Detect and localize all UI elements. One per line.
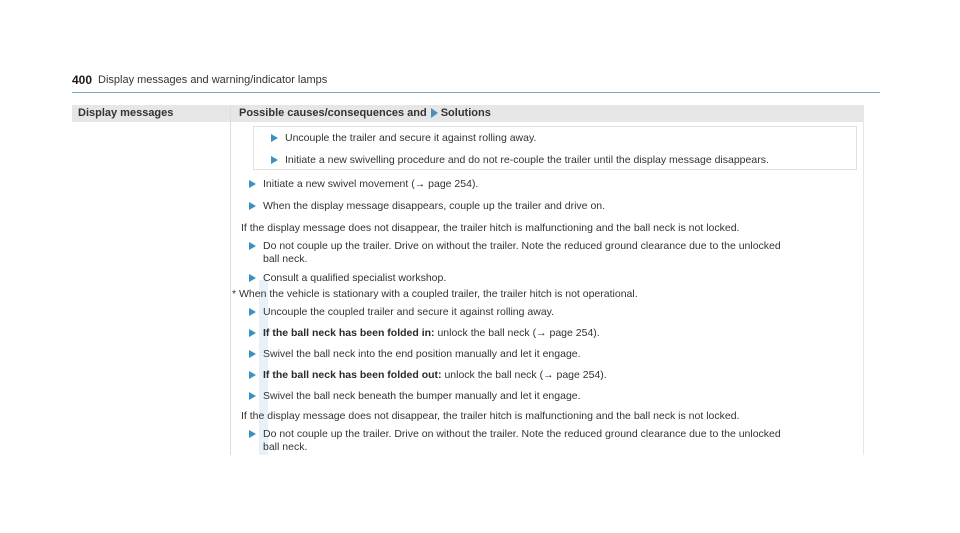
bullet-arrow-icon <box>271 156 278 164</box>
step-text: unlock the ball neck (→ page 254). <box>434 327 600 339</box>
bullet-arrow-icon <box>249 274 256 282</box>
note-malfunction-2: If the display message does not disappear, the trailer hitch is malfunctioning and the ball neck is not locked. <box>241 410 740 422</box>
step-text: Uncouple the coupled trailer and secure it against rolling away. <box>263 306 555 318</box>
bullet-arrow-icon <box>249 430 256 438</box>
note-malfunction-1: If the display message does not disappear, the trailer hitch is malfunctioning and the ball neck is not locked. <box>241 222 740 234</box>
step-folded-in <box>263 327 600 339</box>
col-header-causes-label: Possible causes/consequences and <box>239 107 427 119</box>
step-uncouple-coupled-trailer <box>263 306 554 318</box>
page-header <box>72 73 880 93</box>
sub-step-2: Initiate a new swivelling procedure and do not re-couple the trailer until the display message disappears. <box>285 154 769 166</box>
bullet-arrow-icon <box>249 392 256 400</box>
step-do-not-couple-line2: ball neck. <box>263 253 308 265</box>
display-messages-table <box>72 105 864 455</box>
col-header-solutions-label: Solutions <box>440 107 491 119</box>
bullet-arrow-icon <box>249 242 256 250</box>
step-text: Swivel the ball neck beneath the bumper manually and let it engage. <box>263 390 581 402</box>
step-swivel-to-end <box>263 348 581 360</box>
bullet-arrow-icon <box>249 202 256 210</box>
step-text: Swivel the ball neck into the end position manually and let it engage. <box>263 348 581 360</box>
bullet-arrow-icon <box>271 134 278 142</box>
step-folded-out <box>263 369 607 381</box>
right-border <box>863 122 864 455</box>
sub-step-1: Uncouple the trailer and secure it against rolling away. <box>285 132 537 144</box>
step-couple-and-drive: When the display message disappears, couple up the trailer and drive on. <box>263 200 606 212</box>
step-text: unlock the ball neck (→ page 254). <box>441 369 607 381</box>
bullet-arrow-icon <box>249 308 256 316</box>
step-swivel-movement: Initiate a new swivel movement (→ page 254). <box>263 178 479 190</box>
step-do-not-couple-line1: Do not couple up the trailer. Drive on without the trailer. Note the reduced ground clearance due to the unlocked <box>263 240 781 252</box>
bullet-arrow-icon <box>249 329 256 337</box>
step-swivel-beneath-bumper <box>263 390 581 402</box>
arrow-right-icon <box>431 108 438 118</box>
col-header-display-messages: Display messages <box>78 107 174 119</box>
step-consult-workshop: Consult a qualified specialist workshop. <box>263 272 447 284</box>
bullet-arrow-icon <box>249 180 256 188</box>
step-condition: If the ball neck has been folded out: <box>263 369 442 381</box>
bullet-arrow-icon <box>249 350 256 358</box>
step-condition: If the ball neck has been folded in: <box>263 327 435 339</box>
table-header <box>72 105 864 122</box>
star-note: * When the vehicle is stationary with a coupled trailer, the trailer hitch is not operational. <box>232 288 638 300</box>
page-title: Display messages and warning/indicator lamps <box>98 74 328 86</box>
col-header-causes-solutions <box>239 107 491 119</box>
final-step-line1: Do not couple up the trailer. Drive on without the trailer. Note the reduced ground clearance due to the unlocked <box>263 428 781 440</box>
column-divider <box>230 105 231 455</box>
page-number: 400 <box>72 73 93 87</box>
final-step-line2: ball neck. <box>263 441 308 453</box>
bullet-arrow-icon <box>249 371 256 379</box>
